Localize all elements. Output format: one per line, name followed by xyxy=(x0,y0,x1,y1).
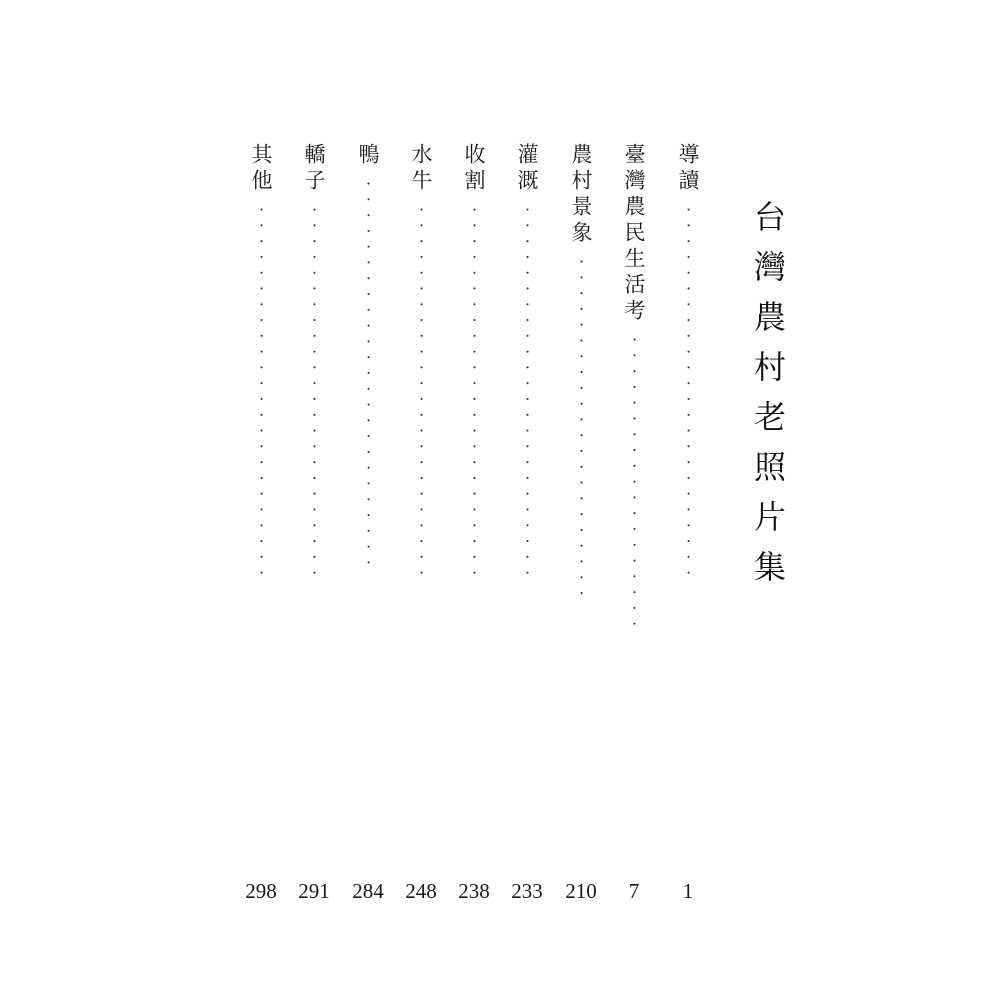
toc-entry-page: 1 xyxy=(682,879,694,903)
toc-entry-title: 鴨 xyxy=(356,143,380,169)
toc-entry-title: 水牛 xyxy=(409,143,433,195)
toc-entry[interactable] xyxy=(668,143,708,915)
toc-entry-title: 其他 xyxy=(249,143,273,195)
toc-entry-title: 轎子 xyxy=(302,143,326,195)
toc-entry[interactable] xyxy=(614,143,654,915)
toc-entry[interactable] xyxy=(507,143,547,915)
toc-leader-dots: ························ xyxy=(412,207,431,586)
toc-leader-dots: ························ xyxy=(465,207,484,586)
toc-leader-dots: ························ xyxy=(305,207,324,586)
toc-entry-title: 灌溉 xyxy=(515,143,539,195)
toc-entry[interactable] xyxy=(561,143,601,915)
toc-entry-title: 收割 xyxy=(462,143,486,195)
toc-leader-dots: ··················· xyxy=(625,337,644,637)
toc-entry[interactable] xyxy=(401,143,441,915)
toc-entry-page: 7 xyxy=(628,879,640,903)
toc-entry[interactable] xyxy=(241,143,281,915)
toc-leader-dots: ························ xyxy=(679,207,698,586)
toc-leader-dots: ······················ xyxy=(572,259,591,607)
toc-entry-title: 導讀 xyxy=(676,143,700,195)
book-title: 台灣農村老照片集 xyxy=(749,200,787,600)
toc-entry[interactable] xyxy=(348,143,388,915)
toc-entry-title: 臺灣農民生活考 xyxy=(622,143,646,325)
toc-entry-page: 291 xyxy=(298,879,330,903)
toc-entry[interactable] xyxy=(454,143,494,915)
toc-entry[interactable] xyxy=(294,143,334,915)
toc-leader-dots: ························ xyxy=(518,207,537,586)
toc-entry-page: 238 xyxy=(458,879,490,903)
toc-entry-page: 233 xyxy=(511,879,543,903)
toc-entry-page: 248 xyxy=(405,879,437,903)
toc-leader-dots: ························ xyxy=(252,207,271,586)
toc-leader-dots: ························· xyxy=(359,181,378,576)
toc-entry-page: 298 xyxy=(245,879,277,903)
toc-entry-page: 284 xyxy=(352,879,384,903)
toc-entry-page: 210 xyxy=(565,879,597,903)
toc-entry-title: 農村景象 xyxy=(569,143,593,247)
